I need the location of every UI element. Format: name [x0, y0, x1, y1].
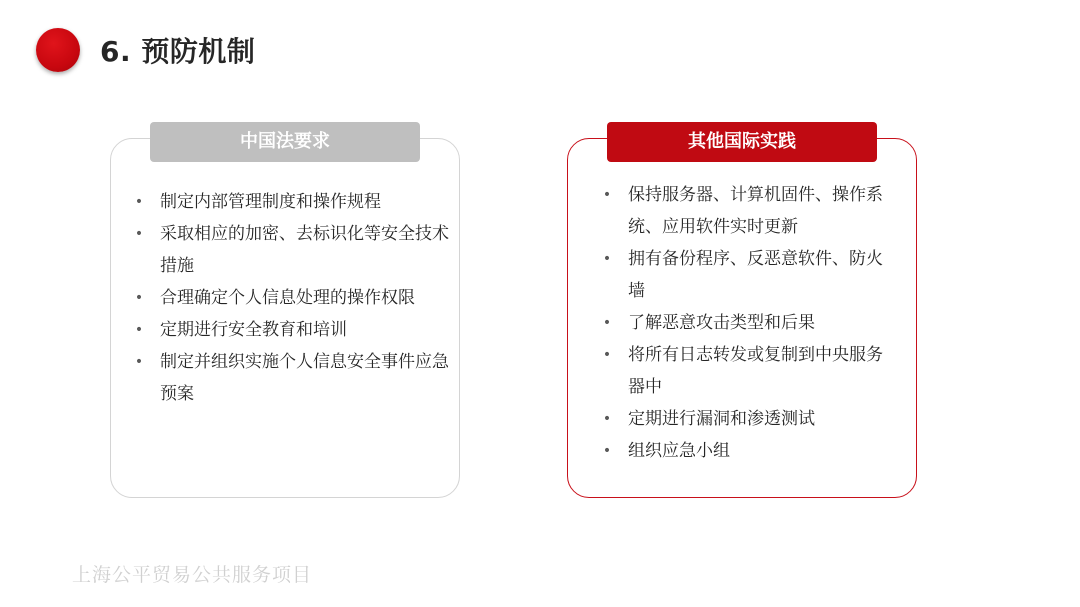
list-item	[128, 346, 453, 410]
bullet-icon: •	[602, 187, 612, 203]
list-item	[128, 218, 453, 282]
bullet-icon: •	[602, 315, 612, 331]
bullet-icon: •	[134, 194, 144, 210]
list-item-text: 采取相应的加密、去标识化等安全技术措施	[160, 224, 449, 276]
international-practice-card-header: 其他国际实践	[607, 122, 877, 162]
list-item	[596, 339, 896, 403]
china-law-card-header: 中国法要求	[150, 122, 420, 162]
list-item	[128, 282, 453, 314]
list-item	[596, 243, 896, 307]
china-law-list	[128, 186, 453, 410]
title-bullet-dot	[36, 28, 80, 72]
list-item-text: 保持服务器、计算机固件、操作系统、应用软件实时更新	[628, 185, 883, 237]
list-item-text: 制定并组织实施个人信息安全事件应急预案	[160, 352, 449, 404]
list-item-text: 制定内部管理制度和操作规程	[160, 192, 381, 212]
list-item-text: 拥有备份程序、反恶意软件、防火墙	[628, 249, 883, 301]
list-item-text: 组织应急小组	[628, 441, 730, 461]
list-item	[128, 186, 453, 218]
bullet-icon: •	[602, 443, 612, 459]
bullet-icon: •	[602, 347, 612, 363]
list-item	[596, 307, 896, 339]
bullet-icon: •	[134, 322, 144, 338]
list-item	[128, 314, 453, 346]
list-item	[596, 179, 896, 243]
list-item-text: 定期进行漏洞和渗透测试	[628, 409, 815, 429]
international-practice-list	[596, 179, 896, 467]
list-item	[596, 435, 896, 467]
bullet-icon: •	[134, 354, 144, 370]
list-item-text: 将所有日志转发或复制到中央服务器中	[628, 345, 883, 397]
page-title: 6. 预防机制	[100, 35, 256, 68]
bullet-icon: •	[602, 411, 612, 427]
list-item-text: 了解恶意攻击类型和后果	[628, 313, 815, 333]
footer-text: 上海公平贸易公共服务项目	[72, 564, 313, 586]
list-item-text: 定期进行安全教育和培训	[160, 320, 347, 340]
bullet-icon: •	[602, 251, 612, 267]
bullet-icon: •	[134, 226, 144, 242]
list-item	[596, 403, 896, 435]
list-item-text: 合理确定个人信息处理的操作权限	[160, 288, 415, 308]
bullet-icon: •	[134, 290, 144, 306]
